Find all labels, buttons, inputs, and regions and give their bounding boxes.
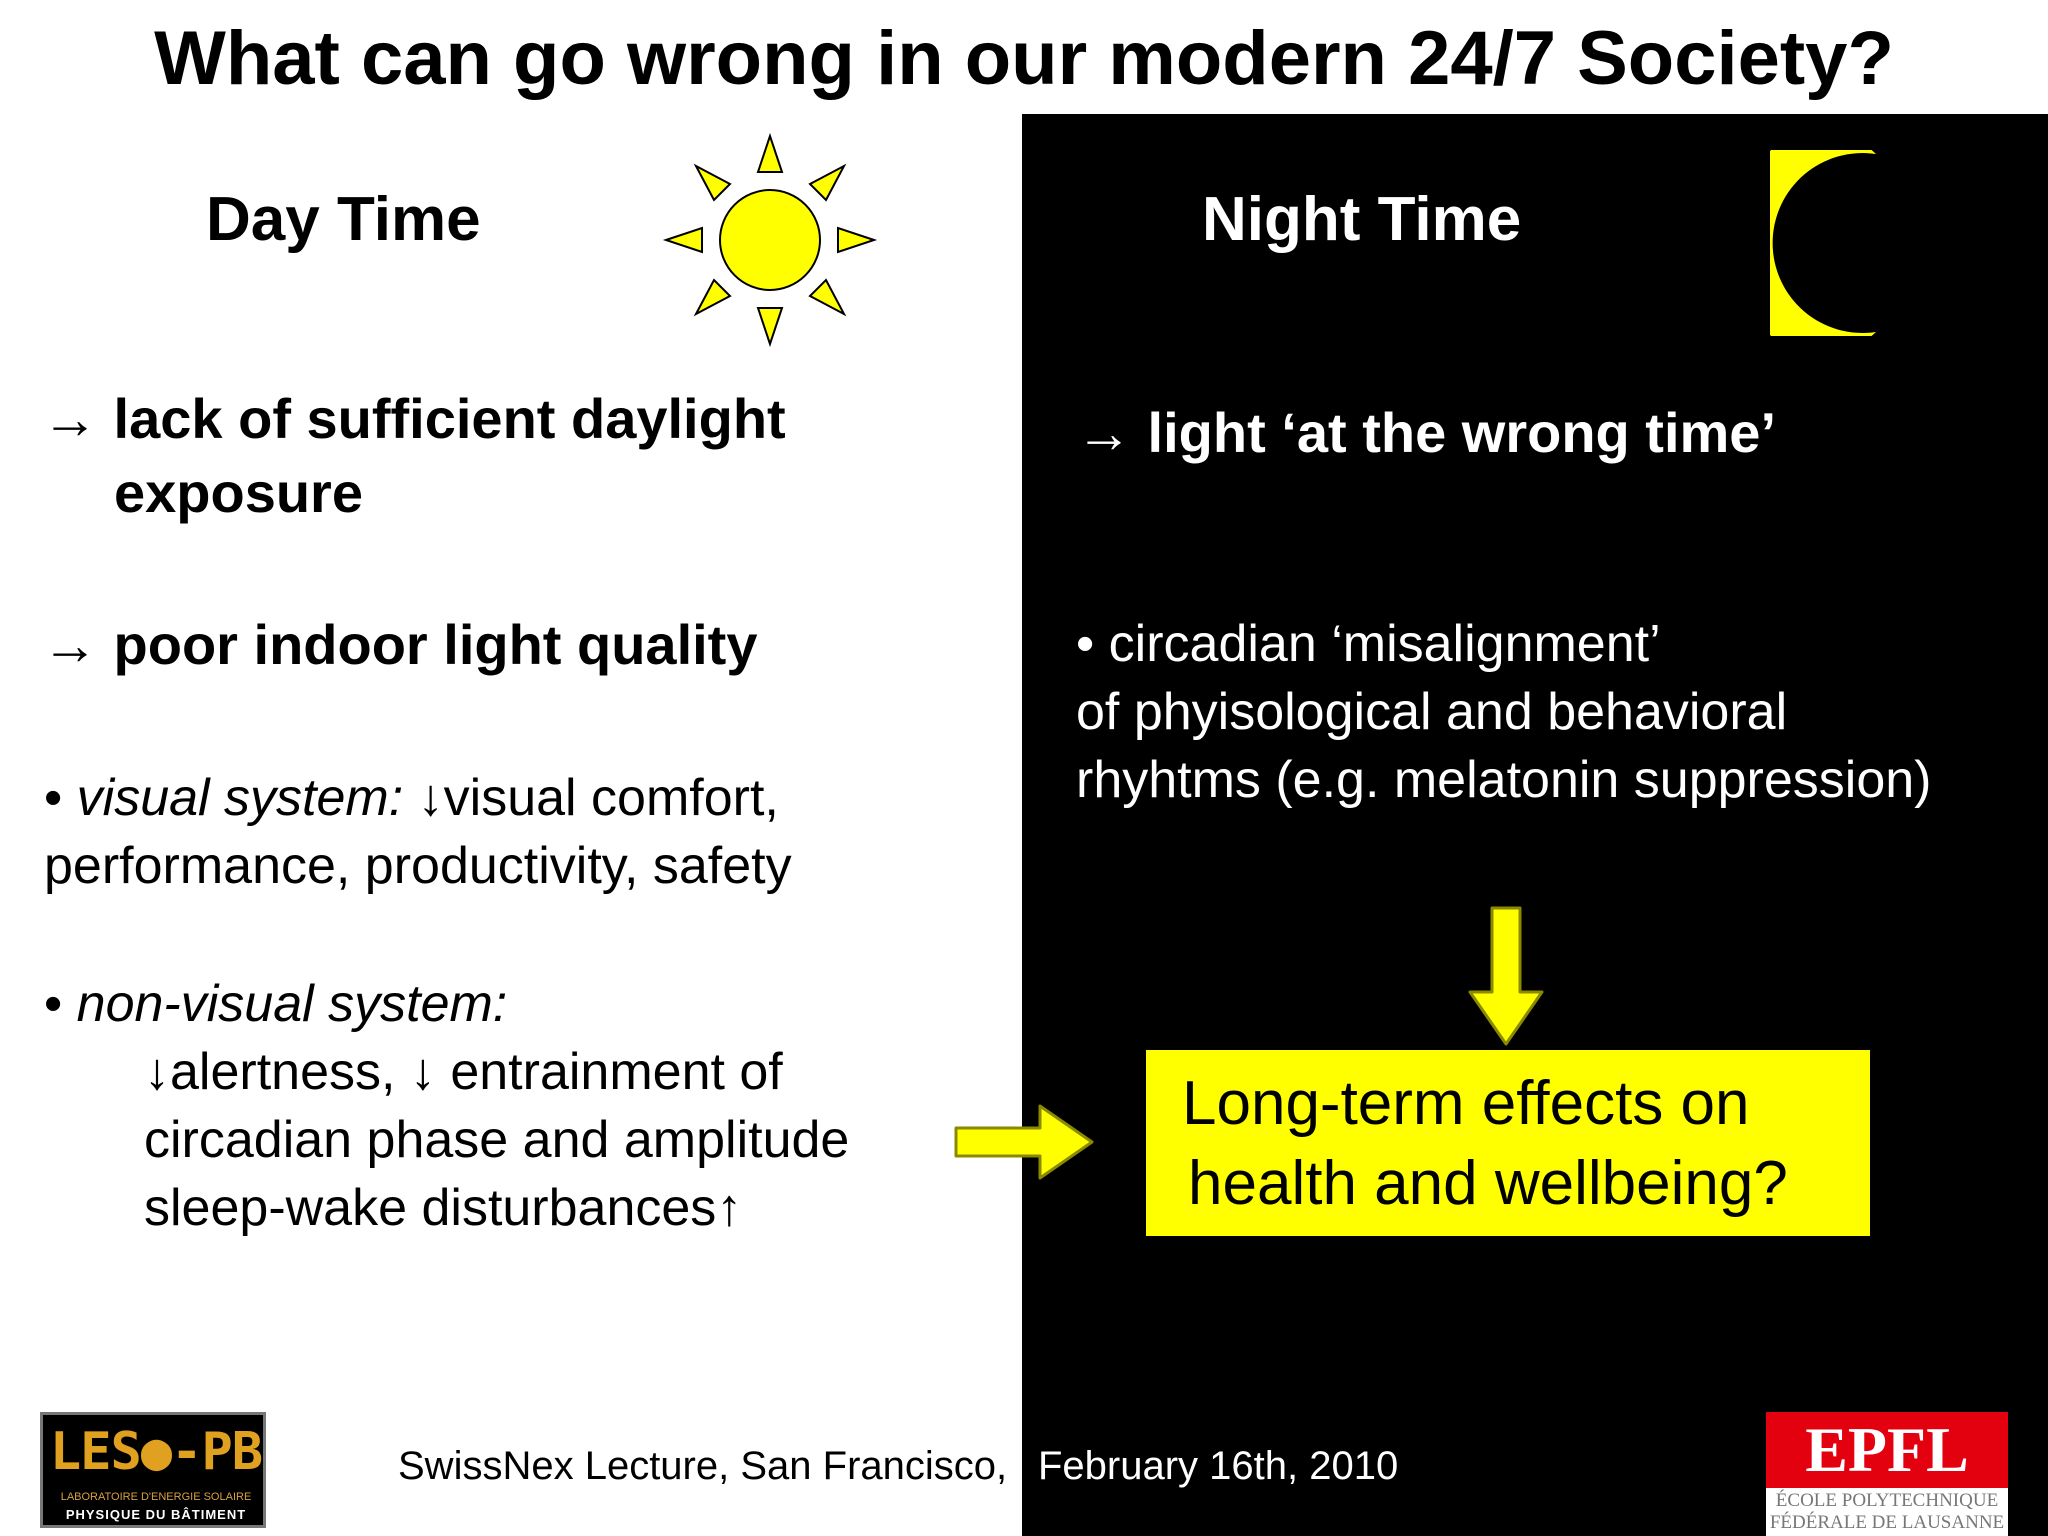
day-point-daylight-line1: → lack of sufficient daylight — [42, 387, 786, 450]
non-visual-system-label: non-visual system: — [76, 975, 508, 1033]
circadian-misalignment-bullet — [1076, 610, 1932, 814]
epfl-logo — [1766, 1412, 2008, 1536]
visual-system-label: visual system: — [76, 769, 404, 827]
moon-icon — [1770, 150, 1890, 336]
footer-date: February 16th, 2010 — [1038, 1444, 1399, 1488]
slide-title: What can go wrong in our modern 24/7 Society? — [154, 16, 1894, 101]
epfl-logo-subtitle: ÉCOLE POLYTECHNIQUE — [1775, 1490, 1999, 1511]
visual-system-bullet — [44, 764, 792, 900]
visual-system-effects: ↓visual comfort, — [403, 769, 779, 827]
day-point-indoor-light: → poor indoor light quality — [42, 613, 758, 676]
misalignment-line: of phyisological and behavioral — [1076, 683, 1788, 741]
night-panel — [1022, 114, 2048, 1536]
sun-icon — [662, 132, 878, 348]
epfl-logo-subtitle: FÉDÉRALE DE LAUSANNE — [1769, 1512, 2005, 1533]
non-visual-system-line: • non-visual system: — [44, 975, 508, 1033]
effects-line2: health and wellbeing? — [1188, 1149, 1788, 1218]
effects-line1: Long-term effects on — [1182, 1069, 1750, 1138]
epfl-logo-strip — [1766, 1488, 2008, 1536]
day-time-heading: Day Time — [206, 185, 481, 254]
leso-pb-logo-subtitle: LABORATOIRE D'ENERGIE SOLAIRE — [60, 1491, 252, 1503]
non-visual-effect-line: sleep-wake disturbances↑ — [144, 1179, 743, 1237]
non-visual-system-bullet — [44, 970, 849, 1242]
leso-pb-logo — [40, 1412, 266, 1528]
arrow-down-icon — [1468, 906, 1544, 1048]
day-point-daylight-line2: exposure — [114, 461, 363, 524]
day-point-daylight — [42, 382, 786, 530]
night-point-wrong-time: → light ‘at the wrong time’ — [1076, 401, 1776, 464]
long-term-effects-box — [1146, 1050, 1870, 1236]
misalignment-line: rhyhtms (e.g. melatonin suppression) — [1076, 751, 1932, 809]
arrow-right-icon — [954, 1104, 1096, 1180]
epfl-logo-mark: EPFL — [1805, 1414, 1969, 1485]
footer-lecture: SwissNex Lecture, San Francisco, — [398, 1444, 1008, 1488]
non-visual-effect-line: ↓alertness, ↓ entrainment of — [144, 1043, 783, 1101]
leso-pb-logo-mark: LES●-PB — [49, 1422, 263, 1482]
visual-system-line2: performance, productivity, safety — [44, 837, 792, 895]
misalignment-line: • circadian ‘misalignment’ — [1076, 615, 1661, 673]
night-time-heading: Night Time — [1202, 185, 1522, 254]
leso-pb-logo-subtitle: PHYSIQUE DU BÂTIMENT — [65, 1507, 247, 1522]
visual-system-line1: • visual system: ↓visual comfort, — [44, 769, 779, 827]
non-visual-effect-line: circadian phase and amplitude — [144, 1111, 850, 1169]
